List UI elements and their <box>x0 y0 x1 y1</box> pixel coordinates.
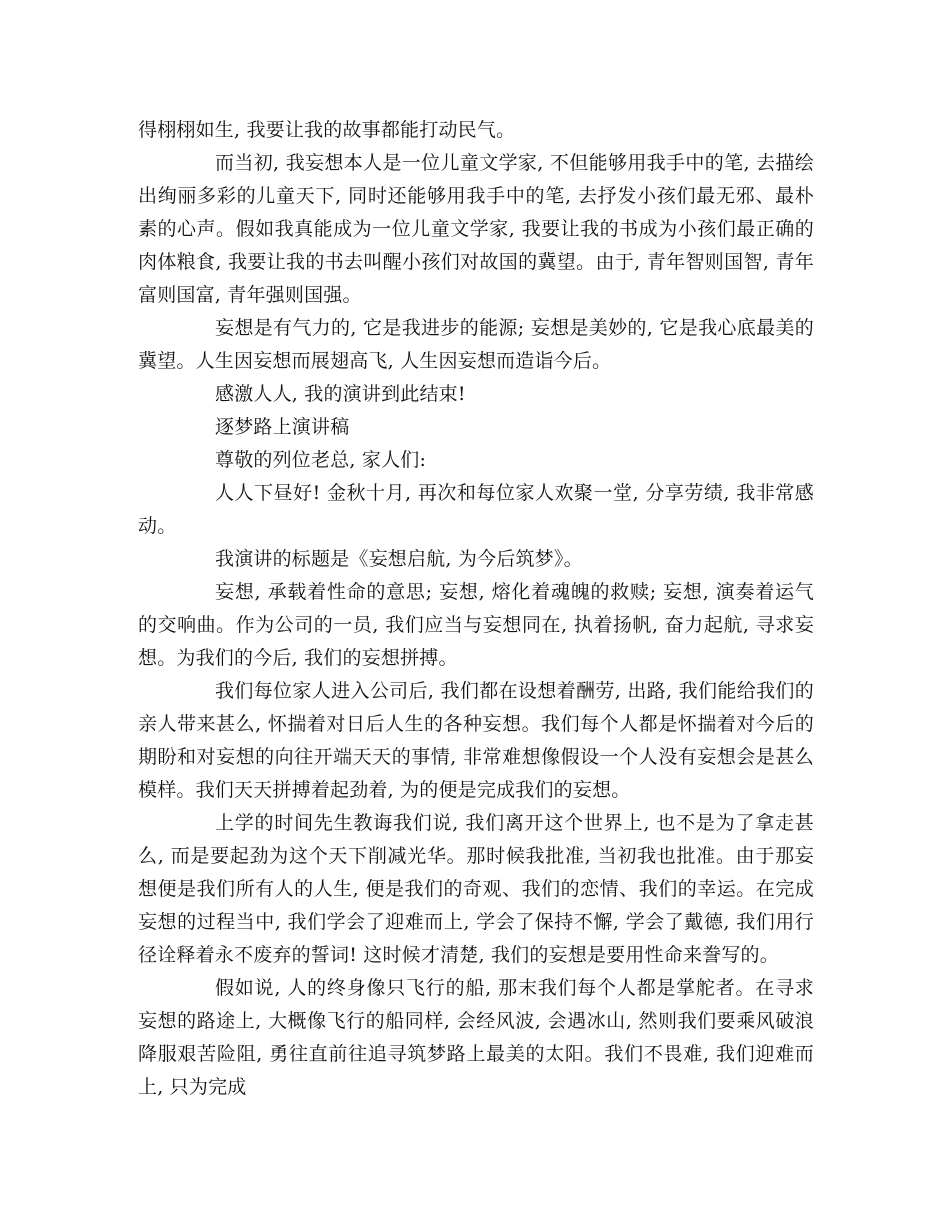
paragraph-teacher-lesson: 上学的时间先生教诲我们说, 我们离开这个世界上, 也不是为了拿走甚么, 而是要起劲为这个天下削减光华。那时候我批准, 当初我也批准。由于那妄想便是我们所有人的人生, 便是我们的奇观、我们的恋情、我们的幸运。在完成妄想的过程当中, 我们学会了迎难而上, 学会了保持不懈, 学会了戴德, 我们用行径诠释着永不废弃的誓词! 这时候才清楚, 我们的妄想是要用性命来誊写的。 <box>138 812 814 966</box>
paragraph-family-dreams: 我们每位家人进入公司后, 我们都在设想着酬劳, 出路, 我们能给我们的亲人带来甚么, 怀揣着对日后人生的各种妄想。我们每个人都是怀揣着对今后的期盼和对妄想的向往开端天天的事情, 非常难想像假设一个人没有妄想会是甚么模样。我们天天拼搏着起劲着, 为的便是完成我们的妄想。 <box>138 680 814 801</box>
paragraph-speech-topic: 我演讲的标题是《妄想启航, 为今后筑梦》。 <box>215 548 583 570</box>
document-body <box>138 114 814 1104</box>
paragraph-speech-closing: 感激人人, 我的演讲到此结束! <box>215 383 466 405</box>
paragraph-dream-meaning: 妄想, 承载着性命的意思; 妄想, 熔化着魂魄的救赎; 妄想, 演奏着运气的交响曲。作为公司的一员, 我们应当与妄想同在, 执着扬帆, 奋力起航, 寻求妄想。为我们的今后, 我们的妄想拼搏。 <box>138 581 814 669</box>
paragraph-children-writer-dream: 而当初, 我妄想本人是一位儿童文学家, 不但能够用我手中的笔, 去描绘出绚丽多彩的儿童天下, 同时还能够用我手中的笔, 去抒发小孩们最无邪、最朴素的心声。假如我真能成为一位儿童文学家, 我要让我的书成为小孩们最正确的肉体粮食, 我要让我的书去叫醒小孩们对故国的冀望。由于, 青年智则国智, 青年富则国富, 青年强则国强。 <box>138 152 814 306</box>
speech-title: 逐梦路上演讲稿 <box>215 416 350 438</box>
paragraph-continuation: 得栩栩如生, 我要让我的故事都能打动民气。 <box>138 119 516 141</box>
paragraph-greeting: 人人下昼好! 金秋十月, 再次和每位家人欢聚一堂, 分享劳绩, 我非常感动。 <box>138 482 814 537</box>
paragraph-ship-metaphor: 假如说, 人的终身像只飞行的船, 那末我们每个人都是掌舵者。在寻求妄想的路途上, 大概像飞行的船同样, 会经风波, 会遇冰山, 然则我们要乘风破浪降服艰苦险阻, 勇往直前往追寻筑梦路上最美的太阳。我们不畏难, 我们迎难而上, 只为完成 <box>138 977 814 1098</box>
speech-salutation: 尊敬的列位老总, 家人们: <box>215 449 427 471</box>
paragraph-dream-power: 妄想是有气力的, 它是我进步的能源; 妄想是美妙的, 它是我心底最美的冀望。人生因妄想而展翅高飞, 人生因妄想而造诣今后。 <box>138 317 814 372</box>
